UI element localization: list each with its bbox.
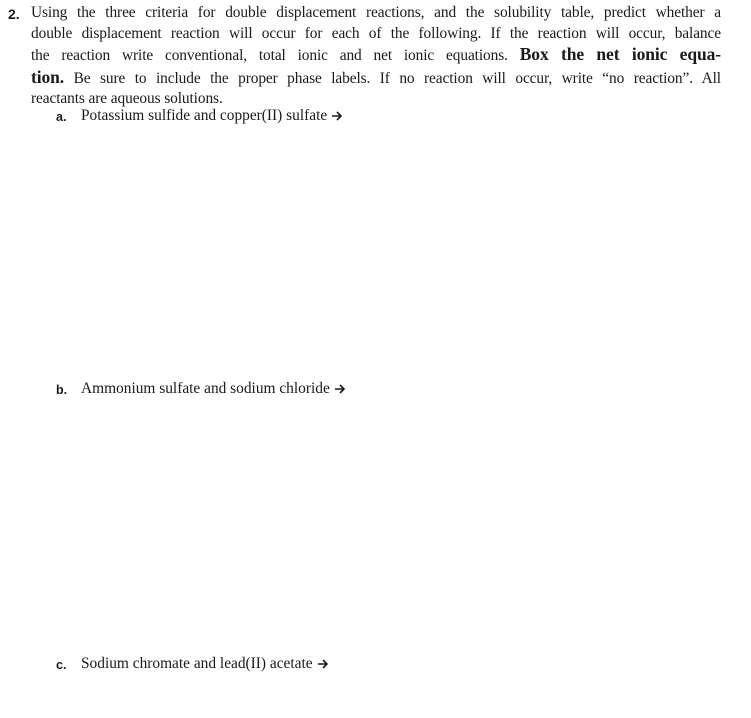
right-arrow-icon <box>317 658 329 670</box>
part-c-letter: c. <box>56 658 67 672</box>
part-b-letter: b. <box>56 383 68 397</box>
part-b-text: Ammonium sulfate and sodium chloride <box>81 380 330 397</box>
part-b-prompt <box>81 379 346 399</box>
part-c <box>0 654 751 676</box>
instruction-line-1: Using the three criteria for double displacement reactions, and the solubility table, predict whether a <box>31 4 721 21</box>
question-instructions <box>31 3 721 110</box>
part-a-letter: a. <box>56 110 67 124</box>
instruction-line-5: reactants are aqueous solutions. <box>31 90 223 108</box>
instruction-line-2: double displacement reaction will occur for each of the following. If the reaction will occur, balance <box>31 24 721 42</box>
instruction-line-4 <box>31 67 721 90</box>
part-a-text: Potassium sulfide and copper(II) sulfate <box>81 107 328 124</box>
part-c-prompt <box>81 654 329 674</box>
box-instruction-emphasis-end: tion. <box>31 66 65 87</box>
instruction-line-4-text: Be sure to include the proper phase labels. If no reaction will occur, write “no reaction”. All <box>64 69 721 87</box>
box-instruction-emphasis: Box the net ionic equa- <box>519 44 721 65</box>
right-arrow-icon <box>334 383 346 395</box>
part-a <box>0 106 751 128</box>
part-c-text: Sodium chromate and lead(II) acetate <box>81 655 313 672</box>
question-number: 2. <box>8 6 20 22</box>
instruction-line-3-text: the reaction write conventional, total ionic and net ionic equations. <box>31 47 520 65</box>
instruction-line-3 <box>31 44 721 67</box>
right-arrow-icon <box>331 110 343 122</box>
part-a-prompt <box>81 106 343 126</box>
part-b <box>0 379 751 401</box>
